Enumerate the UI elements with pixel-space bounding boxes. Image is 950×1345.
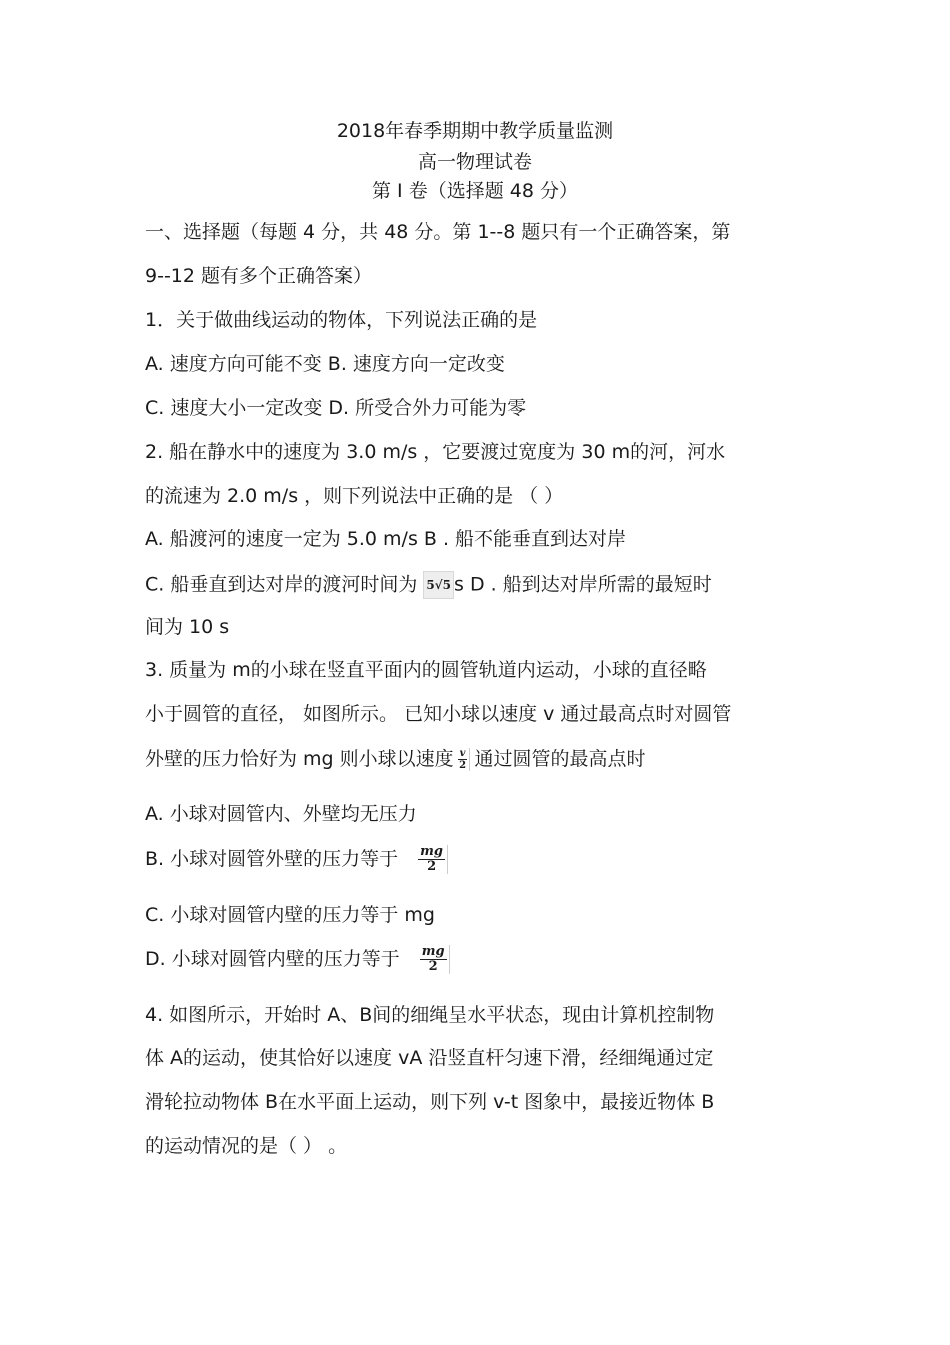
question-3-option-d — [145, 945, 454, 974]
v-over-2-fraction: $\frac{v}{2}$ — [458, 748, 471, 771]
question-3-option-b — [145, 845, 452, 874]
sqrt-formula-image: 5√5 — [423, 571, 454, 599]
mg-over-2-fraction: $\frac{mg}{2}$ — [418, 845, 448, 874]
question-3-option-c: C. 小球对圆管内壁的压力等于 mg — [145, 904, 435, 926]
question-4-stem-1: 4. 如图所示，开始时 A、B间的细绳呈水平状态，现由计算机控制物 — [145, 1004, 715, 1026]
exam-subtitle: 高一物理试卷 — [417, 151, 532, 173]
question-1-options-ab: A. 速度方向可能不变 B. 速度方向一定改变 — [145, 353, 505, 375]
question-2-option-d-cont: 间为 10 s — [145, 616, 230, 638]
question-1-stem: 1．关于做曲线运动的物体，下列说法正确的是 — [145, 309, 538, 331]
stem-3-pre: 外壁的压力恰好为 mg 则小球以速度 — [145, 748, 454, 770]
instructions-line-2: 9--12 题有多个正确答案） — [145, 265, 373, 287]
exam-title: 2018年春季期期中教学质量监测 — [336, 120, 614, 142]
option-c-d-text: s D . 船到达对岸所需的最短时 — [454, 573, 712, 596]
question-2-options-ab: A. 船渡河的速度一定为 5.0 m/s B . 船不能垂直到达对岸 — [145, 528, 627, 550]
option-c-text: C. 船垂直到达对岸的渡河时间为 — [145, 573, 418, 596]
option-d-text: D. 小球对圆管内壁的压力等于 — [145, 948, 400, 970]
instructions-line-1: 一、选择题（每题 4 分，共 48 分。第 1--8 题只有一个正确答案，第 — [145, 221, 731, 243]
question-2-stem-2: 的流速为 2.0 m/s ，则下列说法中正确的是 （ ） — [145, 485, 564, 507]
question-2-stem-1: 2. 船在静水中的速度为 3.0 m/s ，它要渡过宽度为 30 m的河，河水 — [145, 441, 726, 463]
question-1-options-cd: C. 速度大小一定改变 D. 所受合外力可能为零 — [145, 397, 527, 419]
option-b-text: B. 小球对圆管外壁的压力等于 — [145, 848, 399, 870]
section-heading: 第 I 卷（选择题 48 分） — [372, 180, 578, 202]
question-3-stem-3 — [145, 747, 645, 771]
question-3-stem-1: 3. 质量为 m的小球在竖直平面内的圆管轨道内运动，小球的直径略 — [145, 659, 707, 681]
question-2-option-c — [145, 571, 712, 599]
stem-3-post: 通过圆管的最高点时 — [474, 748, 646, 770]
question-4-stem-3: 滑轮拉动物体 B在水平面上运动，则下列 v-t 图象中，最接近物体 B — [145, 1091, 715, 1113]
question-4-stem-4: 的运动情况的是（ ） 。 — [145, 1135, 348, 1157]
mg-over-2-fraction: $\frac{mg}{2}$ — [420, 945, 450, 974]
question-3-stem-2: 小于圆管的直径， 如图所示。 已知小球以速度 v 通过最高点时对圆管 — [145, 703, 732, 725]
question-4-stem-2: 体 A的运动，使其恰好以速度 vA 沿竖直杆匀速下滑，经细绳通过定 — [145, 1047, 714, 1069]
question-3-option-a: A. 小球对圆管内、外壁均无压力 — [145, 803, 417, 825]
